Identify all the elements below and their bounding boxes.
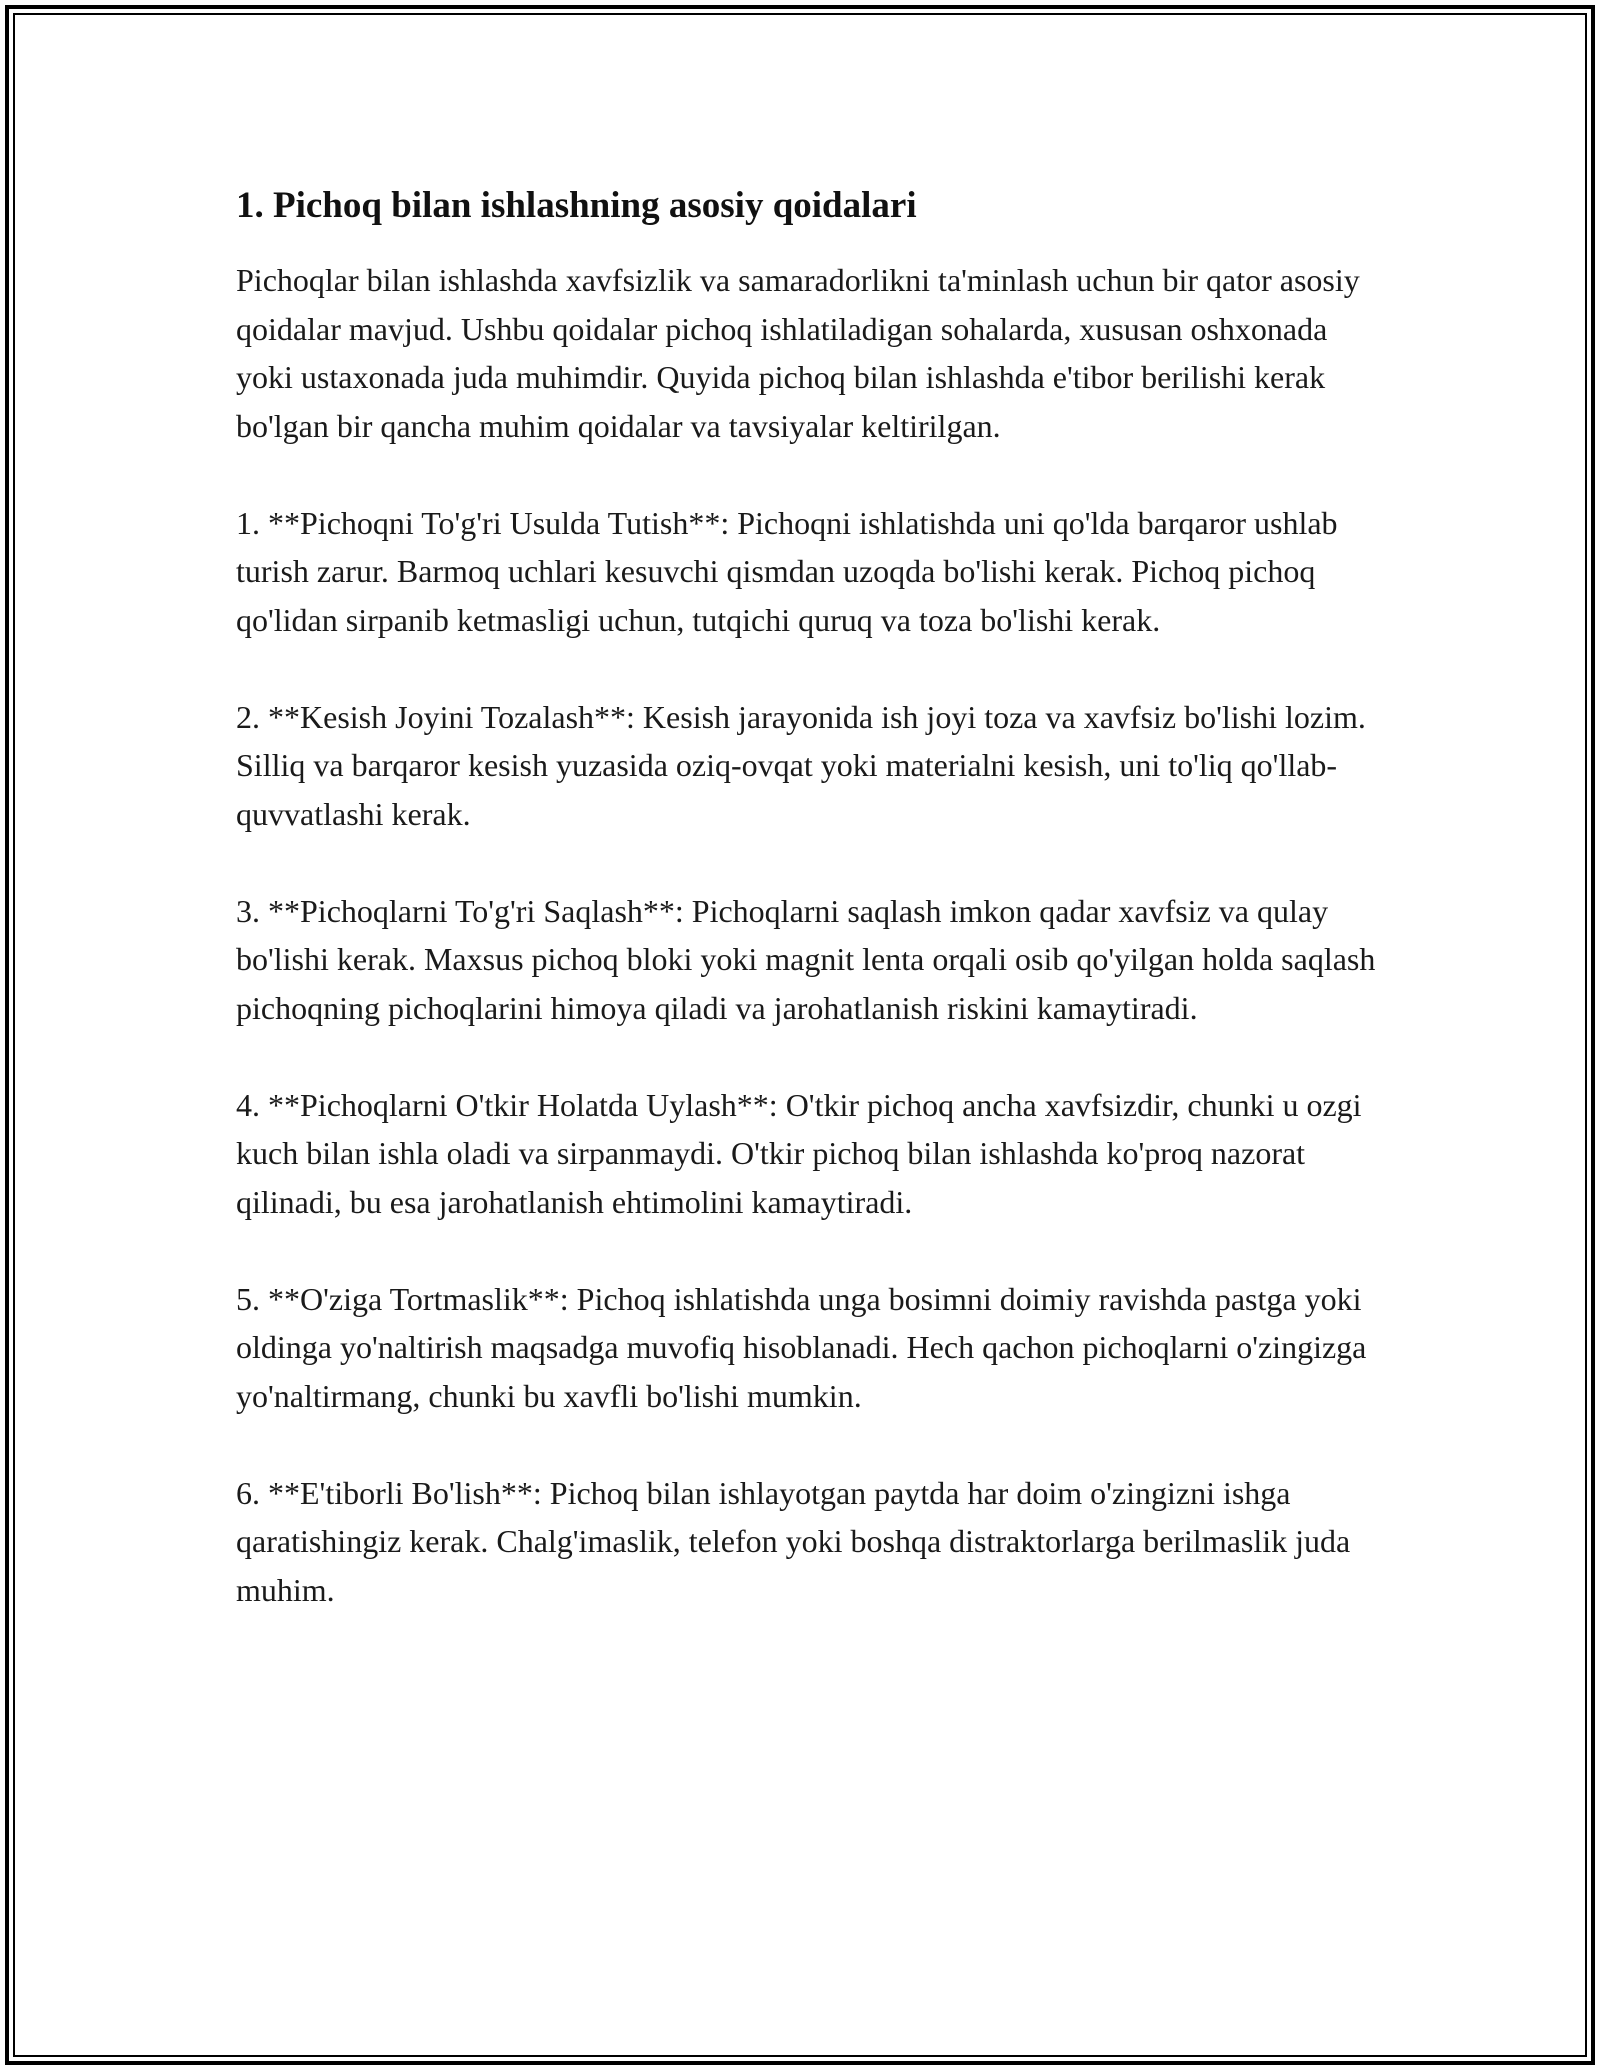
rule-paragraph-4: 4. **Pichoqlarni O'tkir Holatda Uylash**: O'tkir pichoq ancha xavfsizdir, chunki u ozgi kuch bilan ishla oladi va sirpanmaydi. O'tkir pichoq bilan ishlashda ko'proq nazorat qilinadi, bu esa jarohatlanish ehtimolini kamaytiradi. — [236, 1086, 1362, 1220]
document-body — [236, 184, 1376, 1663]
section-heading: 1. Pichoq bilan ishlashning asosiy qoidalari — [236, 185, 917, 226]
rule-paragraph-1: 1. **Pichoqni To'g'ri Usulda Tutish**: Pichoqni ishlatishda uni qo'lda barqaror ushlab turish zarur. Barmoq uchlari kesuvchi qismdan uzoqda bo'lishi kerak. Pichoq pichoq qo'lidan sirpanib ketmasligi uchun, tutqichi quruq va toza bo'lishi kerak. — [236, 504, 1338, 638]
rule-paragraph-6: 6. **E'tiborli Bo'lish**: Pichoq bilan ishlayotgan paytda har doim o'zingizni ishga qaratishingiz kerak. Chalg'imaslik, telefon yoki boshqa distraktorlarga berilmaslik juda muhim. — [236, 1474, 1351, 1608]
intro-paragraph: Pichoqlar bilan ishlashda xavfsizlik va samaradorlikni ta'minlash uchun bir qator asosiy qoidalar mavjud. Ushbu qoidalar pichoq ishlatiladigan sohalarda, xususan oshxonada yoki ustaxonada juda muhimdir. Quyida pichoq bilan ishlashda e'tibor berilishi kerak bo'lgan bir qancha muhim qoidalar va tavsiyalar keltirilgan. — [236, 262, 1360, 444]
rule-paragraph-3: 3. **Pichoqlarni To'g'ri Saqlash**: Pichoqlarni saqlash imkon qadar xavfsiz va qulay bo'lishi kerak. Maxsus pichoq bloki yoki magnit lenta orqali osib qo'yilgan holda saqlash pichoqning pichoqlarini himoya qiladi va jarohatlanish riskini kamaytiradi. — [236, 892, 1376, 1026]
rule-paragraph-2: 2. **Kesish Joyini Tozalash**: Kesish jarayonida ish joyi toza va xavfsiz bo'lishi lozim. Silliq va barqaror kesish yuzasida oziq-ovqat yoki materialni kesish, uni to'liq qo'llab-quvvatlashi kerak. — [236, 698, 1366, 832]
rule-paragraph-5: 5. **O'ziga Tortmaslik**: Pichoq ishlatishda unga bosimni doimiy ravishda pastga yoki oldinga yo'naltirish maqsadga muvofiq hisoblanadi. Hech qachon pichoqlarni o'zingizga yo'naltirmang, chunki bu xavfli bo'lishi mumkin. — [236, 1280, 1367, 1414]
